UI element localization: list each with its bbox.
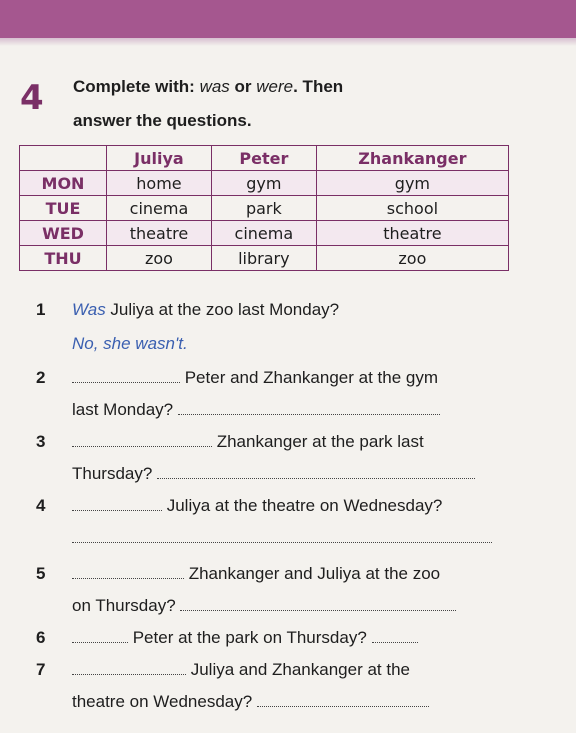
question-text: on Thursday? — [72, 596, 176, 615]
word-was: was — [199, 77, 230, 96]
question-number: 6 — [36, 628, 46, 647]
table-cell: gym — [211, 171, 316, 196]
header-cell-zhankanger: Zhankanger — [316, 146, 508, 171]
table-cell: theatre — [316, 221, 508, 246]
question-text: Thursday? — [72, 464, 153, 483]
table-cell: park — [211, 196, 316, 221]
answer-blank[interactable] — [72, 496, 162, 511]
question-6 — [36, 628, 418, 648]
answer-line[interactable] — [257, 692, 429, 707]
answer-line[interactable] — [178, 400, 440, 415]
table-cell: gym — [316, 171, 508, 196]
instruction-text-b: . Then — [293, 77, 344, 96]
day-cell: TUE — [20, 196, 107, 221]
header-cell-juliya: Juliya — [107, 146, 212, 171]
question-number: 4 — [36, 496, 46, 515]
question-7 — [36, 660, 410, 680]
table-cell: zoo — [107, 246, 212, 271]
answer-line[interactable] — [72, 528, 492, 543]
question-number: 2 — [36, 368, 46, 387]
day-cell: MON — [20, 171, 107, 196]
table-cell: theatre — [107, 221, 212, 246]
table-row — [20, 246, 509, 271]
question-number: 7 — [36, 660, 46, 679]
question-text: Peter and Zhankanger at the gym — [180, 368, 438, 387]
answer-blank[interactable] — [72, 564, 184, 579]
table-row — [20, 221, 509, 246]
question-text: Zhankanger at the park last — [212, 432, 424, 451]
question-5 — [36, 564, 440, 584]
question-3 — [36, 432, 424, 452]
question-4-line-2 — [72, 528, 492, 548]
exercise-number: 4 — [20, 78, 44, 118]
exercise-instruction — [73, 70, 513, 138]
answer-blank[interactable] — [72, 432, 212, 447]
question-4 — [36, 496, 442, 516]
question-number: 1 — [36, 300, 46, 319]
answer-blank[interactable] — [72, 628, 128, 643]
question-text: last Monday? — [72, 400, 174, 419]
header-cell-peter: Peter — [211, 146, 316, 171]
question-2 — [36, 368, 438, 388]
question-5-line-2 — [72, 596, 456, 616]
day-cell: THU — [20, 246, 107, 271]
header-cell-empty — [20, 146, 107, 171]
table-cell: library — [211, 246, 316, 271]
question-2-line-2 — [72, 400, 440, 420]
answer-line[interactable] — [180, 596, 456, 611]
day-cell: WED — [20, 221, 107, 246]
example-answer-word: Was — [72, 300, 106, 319]
schedule-table — [19, 145, 509, 271]
answer-blank[interactable] — [72, 368, 180, 383]
question-number: 5 — [36, 564, 46, 583]
question-7-line-2 — [72, 692, 429, 712]
table-row — [20, 171, 509, 196]
header-band — [0, 0, 576, 38]
answer-line[interactable] — [157, 464, 475, 479]
table-cell: cinema — [107, 196, 212, 221]
question-number: 3 — [36, 432, 46, 451]
question-text: theatre on Wednesday? — [72, 692, 253, 711]
question-text: Juliya at the zoo last Monday? — [105, 300, 340, 319]
question-3-line-2 — [72, 464, 475, 484]
instruction-or: or — [229, 77, 257, 96]
table-header-row — [20, 146, 509, 171]
table-cell: zoo — [316, 246, 508, 271]
table-cell: home — [107, 171, 212, 196]
example-answer: No, she wasn't. — [72, 334, 188, 353]
table-cell: school — [316, 196, 508, 221]
question-text: Juliya at the theatre on Wednesday? — [162, 496, 443, 515]
instruction-text-a: Complete with: — [73, 77, 200, 96]
question-1 — [36, 300, 339, 320]
answer-line[interactable] — [372, 628, 418, 643]
word-were: were — [256, 77, 294, 96]
instruction-line-2: answer the questions. — [73, 111, 252, 130]
question-text: Peter at the park on Thursday? — [128, 628, 367, 647]
answer-blank[interactable] — [72, 660, 186, 675]
question-text: Zhankanger and Juliya at the zoo — [184, 564, 441, 583]
table-cell: cinema — [211, 221, 316, 246]
table-row — [20, 196, 509, 221]
question-text: Juliya and Zhankanger at the — [186, 660, 410, 679]
header-band-shadow — [0, 38, 576, 46]
